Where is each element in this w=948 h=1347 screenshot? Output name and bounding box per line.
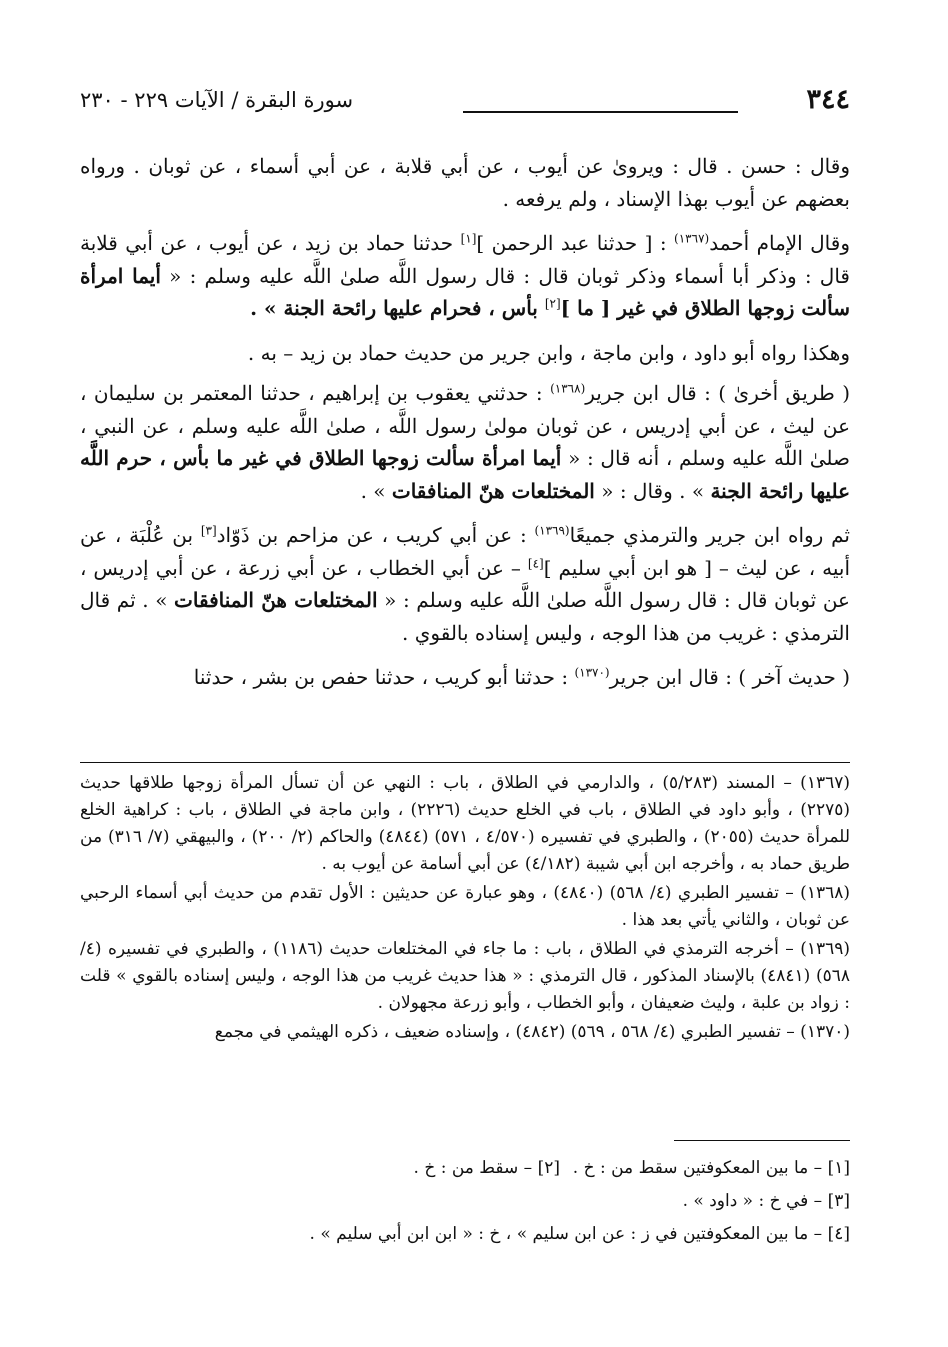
paragraph-4: ( طريق أخرىٰ ) : قال ابن جرير$^{(١٣٦٨)}$ : حدثني يعقوب بن إبراهيم ، حدثنا المعتمر بن سليمان ، عن ليث ، عن أبي إدريس ، عن ثوبان مولىٰ رسول اللَّه ، صلىٰ اللَّه عليه وسلم ، عن النبي ، صلىٰ اللَّه عليه وسلم ، أنه قال : « أيما امرأة سألت زوجها الطلاق في غير ما بأس ، حرم اللَّه عليها رائحة الجنة » . وقال : « المختلعات هنّ المنافقات » . bbox=[80, 381, 851, 503]
variant-marker-1: [١] bbox=[460, 231, 477, 246]
page-header bbox=[80, 84, 850, 124]
hadith-text: أيما امرأة سألت زوجها الطلاق في غير [ ما ] bbox=[80, 263, 850, 320]
paragraph-6: ( حديث آخر ) : قال ابن جرير$^{(١٣٧٠)}$ : حدثنا أبو كريب ، حدثنا حفص بن بشر ، حدثنا bbox=[193, 665, 850, 689]
main-text bbox=[80, 150, 850, 706]
hadith-text: المختلعات هنّ المنافقات bbox=[174, 588, 378, 612]
variant-marker-4: [٤] bbox=[527, 555, 544, 570]
footnote-1367: (١٣٦٧) – المسند (٥/٢٨٣) ، والدارمي في الطلاق ، باب : النهي عن أن تسأل المرأة زوجها طلاقها حديث (٢٢٧٥) ، وأبو داود في الطلاق ، باب في الخلع حديث (٢٢٢٦) ، وابن ماجة في الطلاق ، باب : كراهية الخلع للمرأة حديث (٢٠٥٥) ، والطبري في تفسيره (٤/٥٧٠ ، ٥٧١) (٤٨٤٤) والحاكم (٢/ ٢٠٠) ، والبيهقي (٧/ ٣١٦) من طريق حماد به ، وأخرجه ابن أبي شيبة (٤/١٨٢) عن أبي أسامة عن أيوب به . bbox=[80, 773, 850, 874]
variants-rule bbox=[674, 1140, 850, 1141]
footnote-1368: (١٣٦٨) – تفسير الطبري (٤/ ٥٦٨) (٤٨٤٠) ، وهو عبارة عن حديثين : الأول تقدم من حديث أبي أسماء الرحبي عن ثوبان ، والثاني يأتي بعد هذا . bbox=[80, 883, 850, 930]
variant-note-4: [٤] – ما بين المعكوفتين في ز : عن ابن سليم » ، خ : « ابن ابن أبي سليم » . bbox=[309, 1224, 850, 1244]
variant-note-2: [٢] – سقط من : خ . bbox=[413, 1158, 560, 1178]
variant-marker-3: [٣] bbox=[200, 523, 217, 538]
hadith-text: المختلعات هنّ المنافقات bbox=[391, 478, 595, 503]
page-number: ٣٤٤ bbox=[806, 84, 850, 115]
variant-note-1: [١] – ما بين المعكوفتين سقط من : خ . bbox=[572, 1158, 850, 1178]
footnotes-rule bbox=[80, 762, 850, 763]
manuscript-variants bbox=[80, 1152, 850, 1251]
footnotes bbox=[80, 770, 850, 1048]
header-rule bbox=[463, 111, 738, 113]
hadith-text: بأس ، فحرام عليها رائحة الجنة » . bbox=[250, 296, 545, 320]
hadith-text: أيما امرأة سألت زوجها الطلاق في غير ما بأس ، حرم اللَّه عليها رائحة الجنة bbox=[80, 446, 850, 503]
surah-title: سورة البقرة / الآيات ٢٢٩ - ٢٣٠ bbox=[80, 88, 354, 112]
footnote-ref-1369: (١٣٦٩) bbox=[534, 523, 570, 538]
footnote-ref-1367: (١٣٦٧) bbox=[674, 231, 710, 246]
paragraph-3: وهكذا رواه أبو داود ، وابن ماجة ، وابن جرير من حديث حماد بن زيد – به . bbox=[247, 340, 850, 365]
variant-marker-2: [٢] bbox=[544, 296, 561, 311]
paragraph-5: ثم رواه ابن جرير والترمذي جميعًا$^{(١٣٦٩)}$ : عن أبي كريب ، عن مزاحم بن ذَوّاد[٣] بن عُلْبَة ، عن أبيه ، عن ليث – [ هو ابن أبي سليم ][٤] – عن أبي الخطاب ، عن أبي زرعة ، عن أبي إدريس ، عن ثوبان قال : قال رسول اللَّه صلىٰ اللَّه عليه وسلم : « المختلعات هنّ المنافقات » . ثم قال الترمذي : غريب من هذا الوجه ، وليس إسناده بالقوي . bbox=[80, 523, 851, 645]
footnote-ref-1368: (١٣٦٨) bbox=[550, 381, 586, 396]
footnote-1369: (١٣٦٩) – أخرجه الترمذي في الطلاق ، باب : ما جاء في المختلعات حديث (١١٨٦) ، والطبري في تفسيره (٤/ ٥٦٨) (٤٨٤١) بالإسناد المذكور ، قال الترمذي : « هذا حديث غريب من هذا الوجه ، وليس إسناده بالقوي » قلت : زواد بن علبة ، وليث ضعيفان ، وأبو الخطاب ، وأبو زرعة مجهولان . bbox=[80, 939, 851, 1013]
paragraph-1: وقال : حسن . قال : ويروىٰ عن أيوب ، عن أبي قلابة ، عن أبي أسماء ، عن ثوبان . ورواه بعضهم عن أيوب بهذا الإسناد ، ولم يرفعه . bbox=[80, 154, 850, 211]
footnote-ref-1370: (١٣٧٠) bbox=[574, 665, 610, 680]
paragraph-2: وقال الإمام أحمد$^{(١٣٦٧)}$ : [ حدثنا عبد الرحمن ][١] حدثنا حماد بن زيد ، عن أيوب ، عن أبي قلابة قال : وذكر أبا أسماء وذكر ثوبان قال : قال رسول اللَّه صلىٰ اللَّه عليه وسلم : « أيما امرأة سألت زوجها الطلاق في غير [ ما ][٢] بأس ، فحرام عليها رائحة الجنة » . bbox=[80, 231, 850, 320]
footnote-1370: (١٣٧٠) – تفسير الطبري (٤/ ٥٦٨ ، ٥٦٩) (٤٨٤٢) ، وإسناده ضعيف ، ذكره الهيثمي في مجمع bbox=[214, 1022, 850, 1042]
variants-row bbox=[80, 1152, 850, 1185]
variant-note-3: [٣] – في خ : « داود » . bbox=[682, 1191, 850, 1211]
